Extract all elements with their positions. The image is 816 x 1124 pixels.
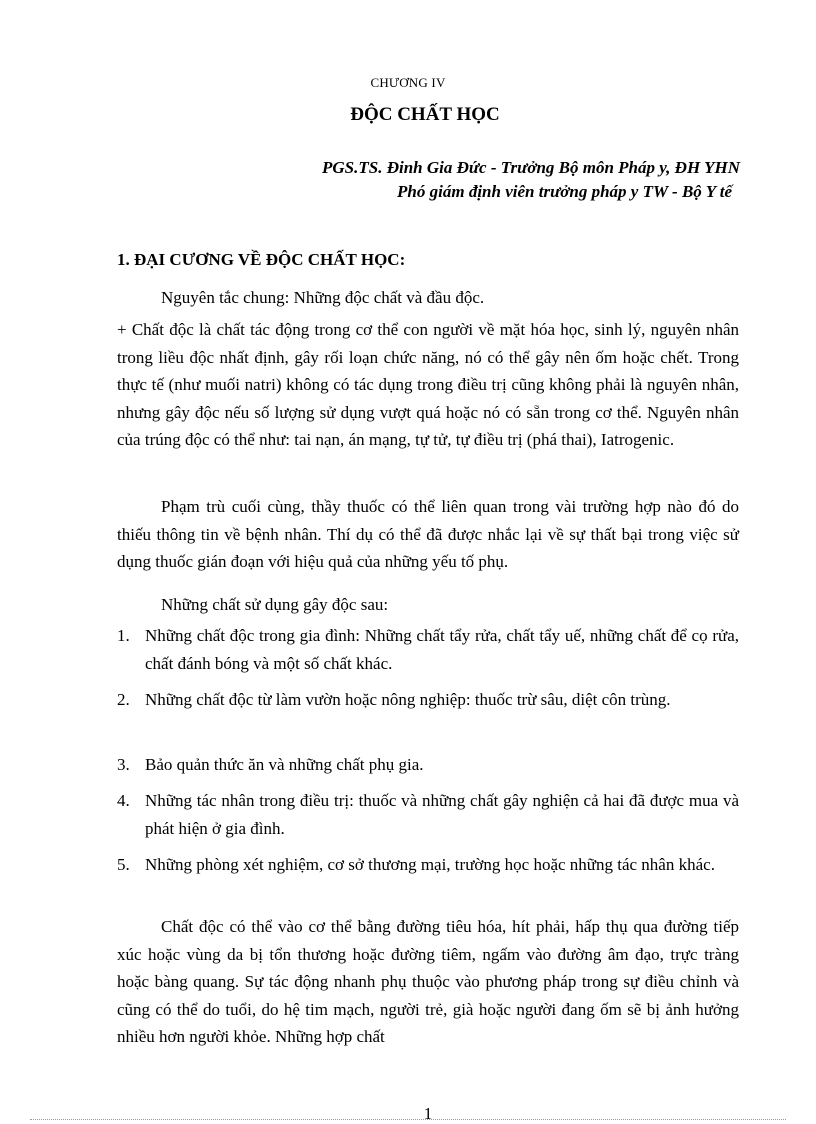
page-number: 1 bbox=[423, 1104, 433, 1123]
author-line-primary: PGS.TS. Đinh Gia Đức - Trưởng Bộ môn Pháp y, ĐH YHN bbox=[321, 158, 740, 177]
list-item-text: Những phòng xét nghiệm, cơ sở thương mại, trường học hoặc những tác nhân khác. bbox=[145, 855, 715, 874]
footer-divider bbox=[30, 1119, 786, 1120]
section-heading: 1. ĐẠI CƯƠNG VỀ ĐỘC CHẤT HỌC: bbox=[117, 250, 406, 269]
paragraph-category: Phạm trù cuối cùng, thầy thuốc có thể liên quan trong vài trường hợp nào đó do thiếu thông tin về bệnh nhân. Thí dụ có thể đã được nhắc lại về sự thất bại trong việc sử dụng thuốc gián đoạn với hiệu quả của những yếu tố phụ. bbox=[117, 497, 739, 571]
chapter-title: ĐỘC CHẤT HỌC bbox=[350, 104, 500, 125]
paragraph-definition: + Chất độc là chất tác động trong cơ thể con người về mặt hóa học, sinh lý, nguyên nhân trong liều độc nhất định, gây rối loạn chức năng, nó có thể gây nên ốm hoặc chết. Trong thực tế (như muối natri) không có tác dụng trong điều trị cũng không phải là nguyên nhân, nhưng gây độc nếu số lượng sử dụng vượt quá hoặc nó có sẵn trong cơ thể. Nguyên nhân của trúng độc có thể như: tai nạn, án mạng, tự tử, tự điều trị (phá thai), Iatrogenic. bbox=[117, 320, 739, 449]
author-line-secondary: Phó giám định viên trưởng pháp y TW - Bộ Y tế bbox=[397, 182, 732, 201]
list-item-text: Những chất độc trong gia đình: Những chất tẩy rửa, chất tẩy uế, những chất để cọ rửa, chất đánh bóng và một số chất khác. bbox=[145, 626, 739, 673]
list-item-number: 1. bbox=[117, 626, 130, 645]
paragraph-uses-intro: Những chất sử dụng gây độc sau: bbox=[161, 595, 389, 614]
paragraph-intro: Nguyên tắc chung: Những độc chất và đầu độc. bbox=[161, 288, 485, 307]
list-item-number: 3. bbox=[117, 755, 130, 774]
list-item-number: 2. bbox=[117, 690, 130, 709]
list-item-number: 5. bbox=[117, 855, 130, 874]
list-item-number: 4. bbox=[117, 791, 130, 810]
paragraph-routes: Chất độc có thể vào cơ thể bằng đường tiêu hóa, hít phải, hấp thụ qua đường tiếp xúc hoặc vùng da bị tổn thương hoặc đường tiêm, ngấm vào đường âm đạo, trực tràng hoặc bàng quang. Sự tác động nhanh phụ thuộc vào phương pháp trong sự điều chỉnh và cũng có thể do tuổi, do hệ tim mạch, người trẻ, già hoặc người đang ốm sẽ bị ảnh hưởng nhiều hơn người khỏe. Những hợp chất bbox=[117, 917, 739, 1046]
list-item-text: Những tác nhân trong điều trị: thuốc và những chất gây nghiện cả hai đã được mua và phát hiện ở gia đình. bbox=[145, 791, 739, 838]
list-item-text: Bảo quản thức ăn và những chất phụ gia. bbox=[145, 755, 424, 774]
chapter-label: CHƯƠNG IV bbox=[370, 75, 446, 90]
list-item-text: Những chất độc từ làm vườn hoặc nông nghiệp: thuốc trừ sâu, diệt côn trùng. bbox=[145, 690, 671, 709]
